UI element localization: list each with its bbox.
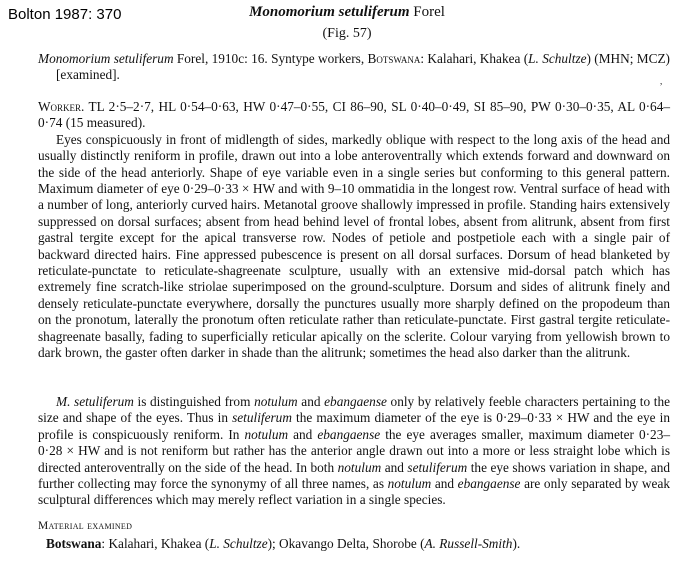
citation-country: Botswana	[367, 51, 421, 66]
species-ref: setuliferum	[232, 410, 292, 426]
citation-collector: L. Schultze	[528, 51, 587, 66]
worker-measurements-paragraph	[38, 99, 670, 132]
citation-text-3: ) (MHN; MCZ) [examined].	[56, 51, 670, 83]
citation-text-1: Forel, 1910c: 16. Syntype workers,	[173, 51, 368, 66]
material-heading: Material examined	[38, 520, 133, 532]
species-ref: ebangaense	[317, 426, 381, 442]
species-author: Forel	[409, 4, 445, 20]
citation-text-2: : Kalahari, Khakea (	[420, 51, 529, 66]
species-ref: ebangaense	[324, 394, 387, 409]
species-ref: notulum	[254, 394, 298, 409]
material-collector: L. Schultze	[209, 536, 268, 551]
discussion-text: is distinguished from	[133, 394, 255, 409]
worker-label: Worker.	[38, 99, 85, 114]
material-text: ).	[512, 536, 521, 551]
species-ref: ebangaense	[457, 476, 521, 492]
citation-species: Monomorium setuliferum	[38, 51, 174, 66]
discussion-text: the eye shows variation in shape, and further collecting may force the synonymy of all three names, as	[38, 459, 670, 492]
species-ref: notulum	[337, 459, 382, 475]
discussion-text: only by relatively feeble characters pertaining to the size and shape of the eyes. Thus in	[38, 394, 671, 426]
discussion-text: the eye averages smaller, maximum diameter 0·23–0·28 × HW and is not reniform but rather has the anterior angle drawn out into a more or less straight lobe which is directed anteroventrally on the side of the head. In both	[38, 426, 670, 475]
discussion-text: and	[297, 394, 325, 409]
species-ref: notulum	[244, 426, 289, 442]
worker-measurements: TL 2·5–2·7, HL 0·54–0·63, HW 0·47–0·55, CI 86–90, SL 0·40–0·49, SI 85–90, PW 0·30–0·35, AL 0·64–0·74 (15 measured).	[38, 99, 670, 131]
worker-description: Eyes conspicuously in front of midlength of sides, markedly oblique with respect to the long axis of the head and usually distinctly reniform in profile, drawn out into a lobe anteroventrally which extends forward and downward on the side of the head anteriorly. Shape of eye variable even in a single series but conforming to this general pattern. Maximum diameter of eye 0·29–0·33 × HW and with 9–10 ommatidia in the longest row. Ventral surface of head with a number of long, anteriorly curved hairs. Metanotal groove shallowly impressed in profile. Standing hairs extensively suppressed on dorsal surfaces; absent from head behind level of frontal lobes, absent from alitrunk, absent from first gastral tergite except for the apical transverse row. Nodes of petiole and postpetiole each with a single pair of backward directed hairs. Fine appressed pubescence is present on all dorsal surfaces. Dorsum of head blanketed by reticulate-punctate to reticulate-shagreenate sculpture, usually with an extensive mid-dorsal patch which has extremely fine scratch-like striolae superimposed on the ground-sculpture. Dorsum and sides of alitrunk finely and densely reticulate-punctate everywhere, dorsally the punctures usually more sharply defined on the propodeum than on the pronotum, laterally the pronotum often reticulate rather than reticulate-punctate. First gastral tergite reticulate-shagreenate basally, fading to superficially reticular apically on the sclerite. Colour varying from yellowish brown to dark brown, the gaster often darker in shade than the alitrunk; sometimes the head also darker than the alitrunk.	[38, 131, 670, 361]
discussion-text: the maximum diameter of the eye is 0·29–0·33 × HW and the eye in profile is conspicuously reniform. In	[38, 410, 670, 442]
discussion-text: and	[381, 459, 408, 475]
material-country: Botswana	[46, 536, 102, 551]
discussion-text: and	[431, 476, 458, 492]
species-ref: setuliferum	[407, 459, 468, 475]
species-title	[0, 4, 694, 21]
material-text: ); Okavango Delta, Shorobe (	[267, 536, 425, 551]
discussion-paragraph	[38, 394, 670, 509]
stray-mark: ,	[660, 76, 663, 86]
species-ref: notulum	[387, 476, 432, 492]
discussion-text: and	[288, 426, 318, 442]
discussion-text: are only separated by weak sculptural differences which may merely reflect variation in a single species.	[38, 476, 670, 508]
page-reference: Bolton 1987: 370	[8, 6, 122, 23]
species-ref: M. setuliferum	[56, 394, 134, 409]
material-collector: A. Russell-Smith	[424, 536, 513, 551]
species-name: Monomorium setuliferum	[249, 4, 410, 20]
worker-section	[38, 99, 670, 362]
figure-reference: (Fig. 57)	[322, 26, 372, 41]
material-examined	[46, 536, 520, 552]
material-text: : Kalahari, Khakea (	[101, 536, 210, 551]
original-citation	[38, 51, 670, 84]
